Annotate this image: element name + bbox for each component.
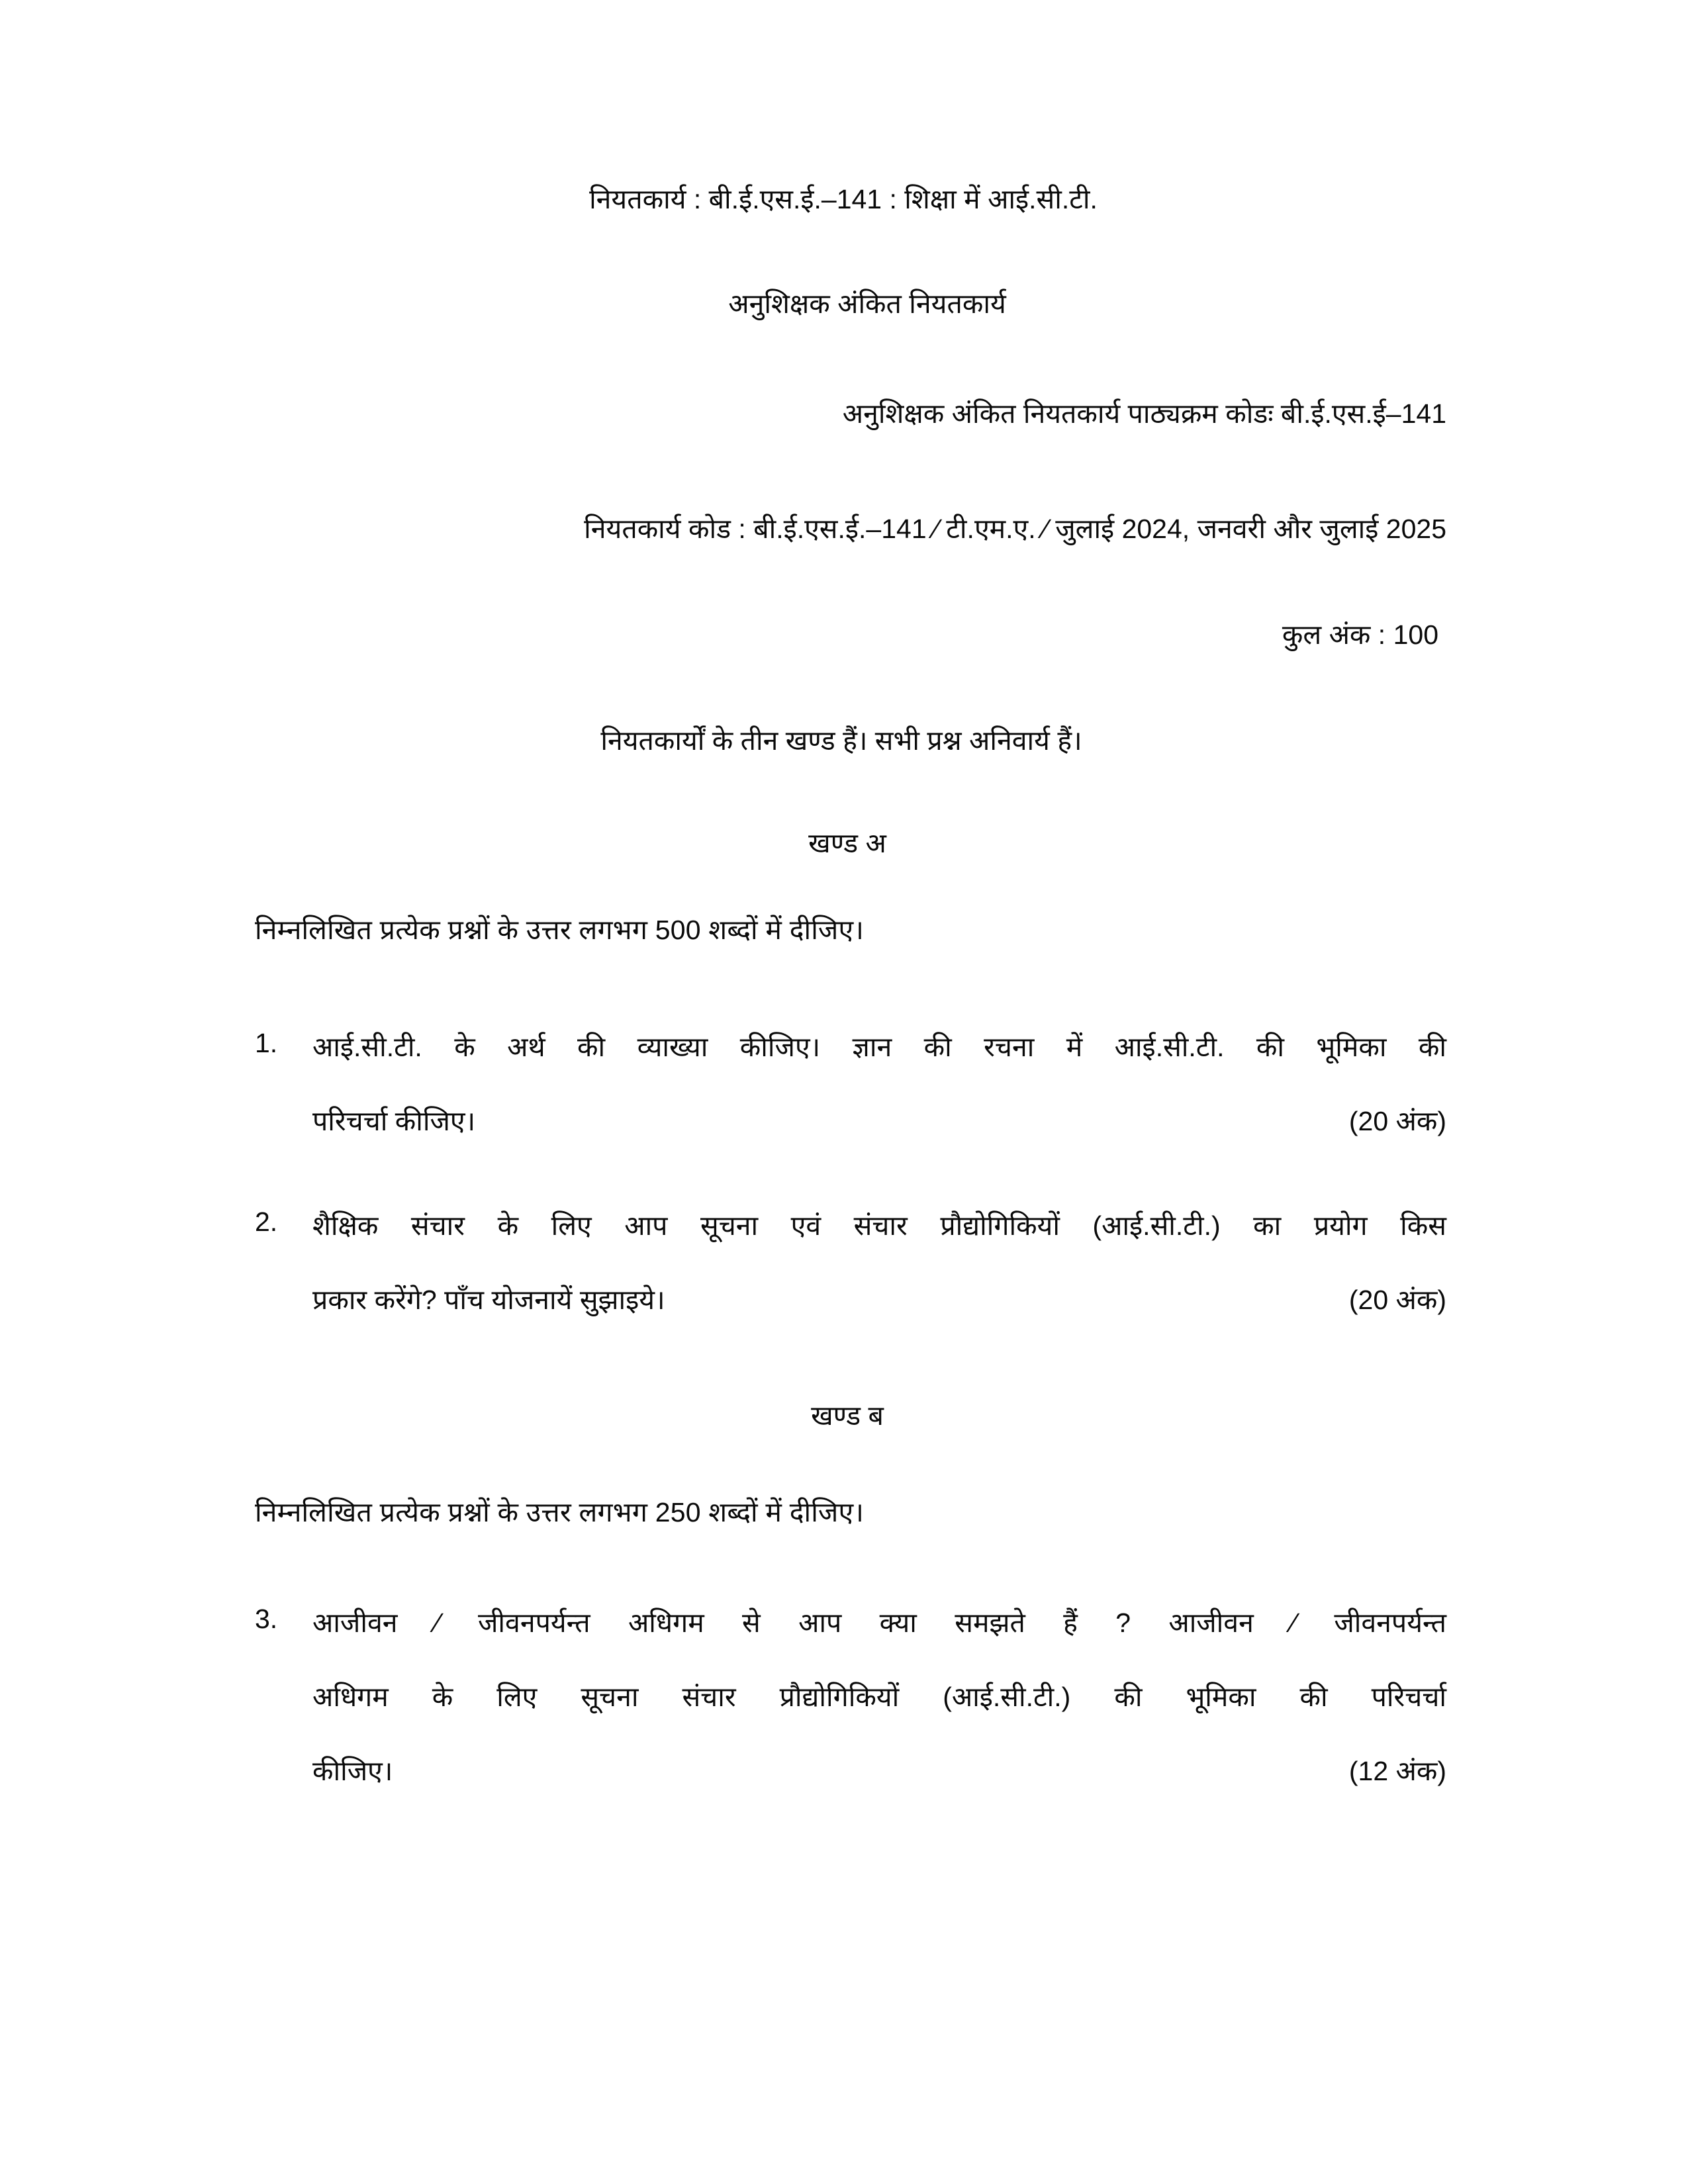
question-line	[255, 1678, 1446, 1752]
question-item	[255, 1604, 1446, 1826]
question-line	[255, 1281, 1446, 1355]
question-item	[255, 1028, 1446, 1176]
question-line	[255, 1206, 1446, 1281]
question-text-line: कीजिए।	[312, 1756, 393, 1786]
section-instruction-a: निम्नलिखित प्रत्येक प्रश्नों के उत्तर लगभग 500 शब्दों में दीजिए।	[255, 915, 865, 945]
assignment-code-line: नियतकार्य कोड : बी.ई.एस.ई.–141 ⁄ टी.एम.ए. ⁄ जुलाई 2024, जनवरी और जुलाई 2025	[584, 514, 1446, 544]
total-marks-line: कुल अंक : 100	[1282, 619, 1438, 650]
section-heading-b: खण्ड ब	[811, 1400, 884, 1431]
question-text-line: शैक्षिक संचार के लिए आप सूचना एवं संचार प्रौद्योगिकियों (आई.सी.टी.) का प्रयोग किस	[312, 1210, 1446, 1241]
question-text-line: आजीवन ⁄ जीवनपर्यन्त अधिगम से आप क्या समझते हैं ? आजीवन ⁄ जीवनपर्यन्त	[312, 1608, 1446, 1638]
question-text-line: प्रकार करेंगे? पाँच योजनायें सुझाइये।	[312, 1285, 665, 1315]
question-line	[255, 1028, 1446, 1102]
assignment-subtitle: अनुशिक्षक अंकित नियतकार्य	[728, 289, 1006, 319]
question-number: 3.	[255, 1604, 278, 1634]
general-instruction: नियतकार्यों के तीन खण्ड हैं। सभी प्रश्न अनिवार्य हैं।	[600, 725, 1082, 756]
section-instruction-b: निम्नलिखित प्रत्येक प्रश्नों के उत्तर लगभग 250 शब्दों में दीजिए।	[255, 1497, 865, 1527]
question-line	[255, 1604, 1446, 1678]
section-heading-a: खण्ड अ	[808, 828, 886, 858]
question-marks: (20 अंक)	[1348, 1106, 1446, 1136]
question-line	[255, 1102, 1446, 1176]
question-number: 1.	[255, 1028, 278, 1058]
page-title: नियतकार्य : बी.ई.एस.ई.–141 : शिक्षा में आई.सी.टी.	[589, 184, 1098, 214]
question-number: 2.	[255, 1206, 278, 1237]
question-marks: (12 अंक)	[1348, 1756, 1446, 1786]
question-text-line: आई.सी.टी. के अर्थ की व्याख्या कीजिए। ज्ञान की रचना में आई.सी.टी. की भूमिका की	[312, 1032, 1446, 1062]
question-text-line: अधिगम के लिए सूचना संचार प्रौद्योगिकियों (आई.सी.टी.) की भूमिका की परिचर्चा	[312, 1682, 1446, 1712]
question-text-line: परिचर्चा कीजिए।	[312, 1106, 476, 1136]
question-line	[255, 1752, 1446, 1826]
question-item	[255, 1206, 1446, 1355]
course-code-line: अनुशिक्षक अंकित नियतकार्य पाठ्यक्रम कोडः बी.ई.एस.ई–141	[842, 398, 1446, 429]
question-marks: (20 अंक)	[1348, 1285, 1446, 1315]
